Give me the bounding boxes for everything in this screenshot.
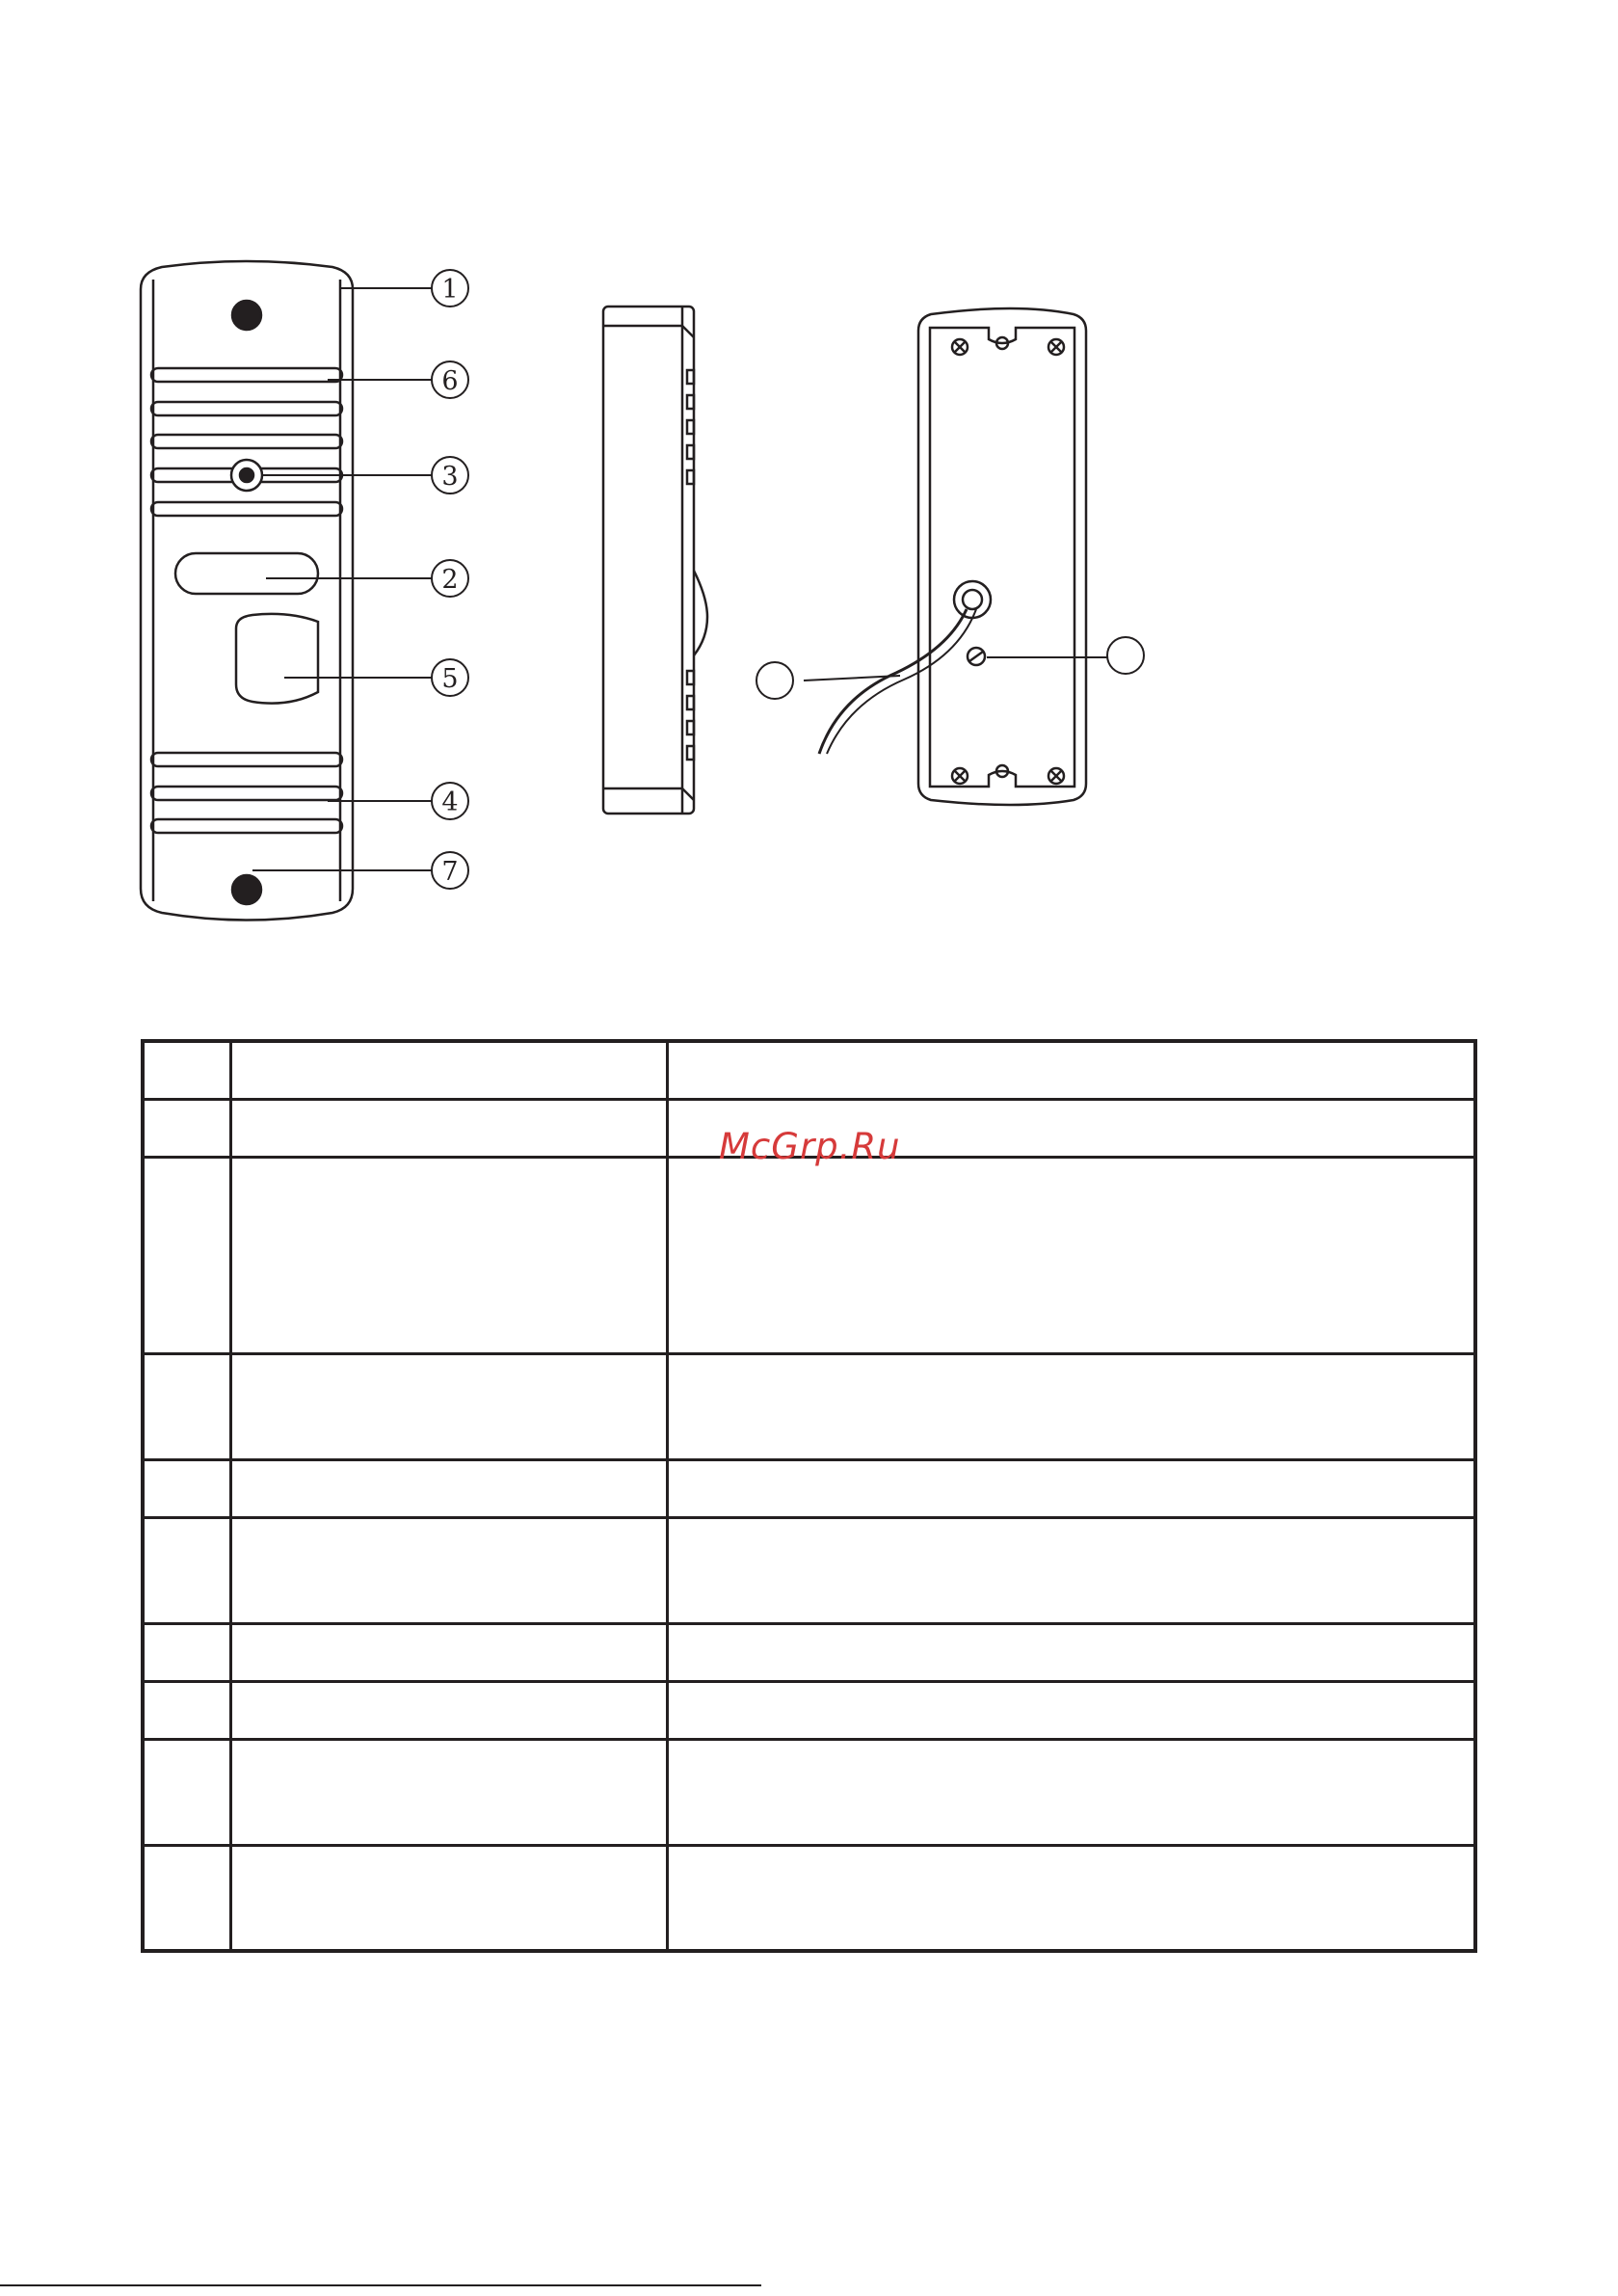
watermark: McGrp.Ru [719, 1126, 901, 1167]
rear-screws [952, 339, 1064, 784]
callout-3 [432, 457, 468, 494]
table-row [143, 1041, 1475, 1099]
front-view [141, 261, 432, 921]
callout-7 [432, 852, 468, 889]
callout-6 [432, 361, 468, 398]
callout-2 [432, 560, 468, 597]
table-row [143, 1459, 1475, 1517]
spec-table [141, 1039, 1477, 1953]
table-cell-number [143, 1623, 231, 1681]
table-cell-number [143, 1845, 231, 1951]
table-row [143, 1845, 1475, 1951]
svg-text:1: 1 [441, 275, 459, 305]
callout-cable [756, 662, 793, 699]
table-cell-number [143, 1459, 231, 1517]
front-callouts [432, 270, 468, 889]
table-cell-number [143, 1517, 231, 1623]
table-cell-description [668, 1845, 1476, 1951]
table-cell-name [231, 1099, 668, 1157]
table-cell-number [143, 1157, 231, 1353]
spec-table-body [143, 1041, 1475, 1951]
callout-1 [432, 270, 468, 307]
table-cell-number [143, 1681, 231, 1739]
device-diagram [0, 0, 1618, 964]
table-row [143, 1623, 1475, 1681]
svg-text:7: 7 [441, 857, 459, 887]
table-cell-description [668, 1517, 1476, 1623]
table-cell-description [668, 1157, 1476, 1353]
table-cell-description [668, 1681, 1476, 1739]
table-row [143, 1681, 1475, 1739]
table-cell-description [668, 1739, 1476, 1845]
table-cell-name [231, 1041, 668, 1099]
table-cell-number [143, 1353, 231, 1459]
table-cell-description [668, 1041, 1476, 1099]
table-cell-name [231, 1681, 668, 1739]
side-view [603, 307, 707, 814]
table-cell-name [231, 1459, 668, 1517]
table-cell-description [668, 1459, 1476, 1517]
table-cell-name [231, 1353, 668, 1459]
svg-text:2: 2 [441, 565, 459, 595]
table-cell-name [231, 1157, 668, 1353]
svg-text:4: 4 [441, 788, 459, 817]
table-cell-number [143, 1739, 231, 1845]
callout-4 [432, 783, 468, 819]
svg-text:5: 5 [441, 664, 459, 694]
callout-5 [432, 659, 468, 696]
table-cell-name [231, 1845, 668, 1951]
callout-adjust-screw [1107, 637, 1144, 674]
table-row [143, 1739, 1475, 1845]
footer-rule [0, 2284, 761, 2286]
table-cell-description [668, 1623, 1476, 1681]
rear-view [804, 308, 1108, 805]
table-cell-description [668, 1353, 1476, 1459]
table-cell-name [231, 1623, 668, 1681]
table-cell-number [143, 1041, 231, 1099]
svg-text:3: 3 [441, 462, 459, 492]
table-cell-number [143, 1099, 231, 1157]
table-row [143, 1353, 1475, 1459]
table-row [143, 1157, 1475, 1353]
table-row [143, 1517, 1475, 1623]
table-cell-name [231, 1739, 668, 1845]
svg-text:6: 6 [441, 366, 459, 396]
table-cell-name [231, 1517, 668, 1623]
